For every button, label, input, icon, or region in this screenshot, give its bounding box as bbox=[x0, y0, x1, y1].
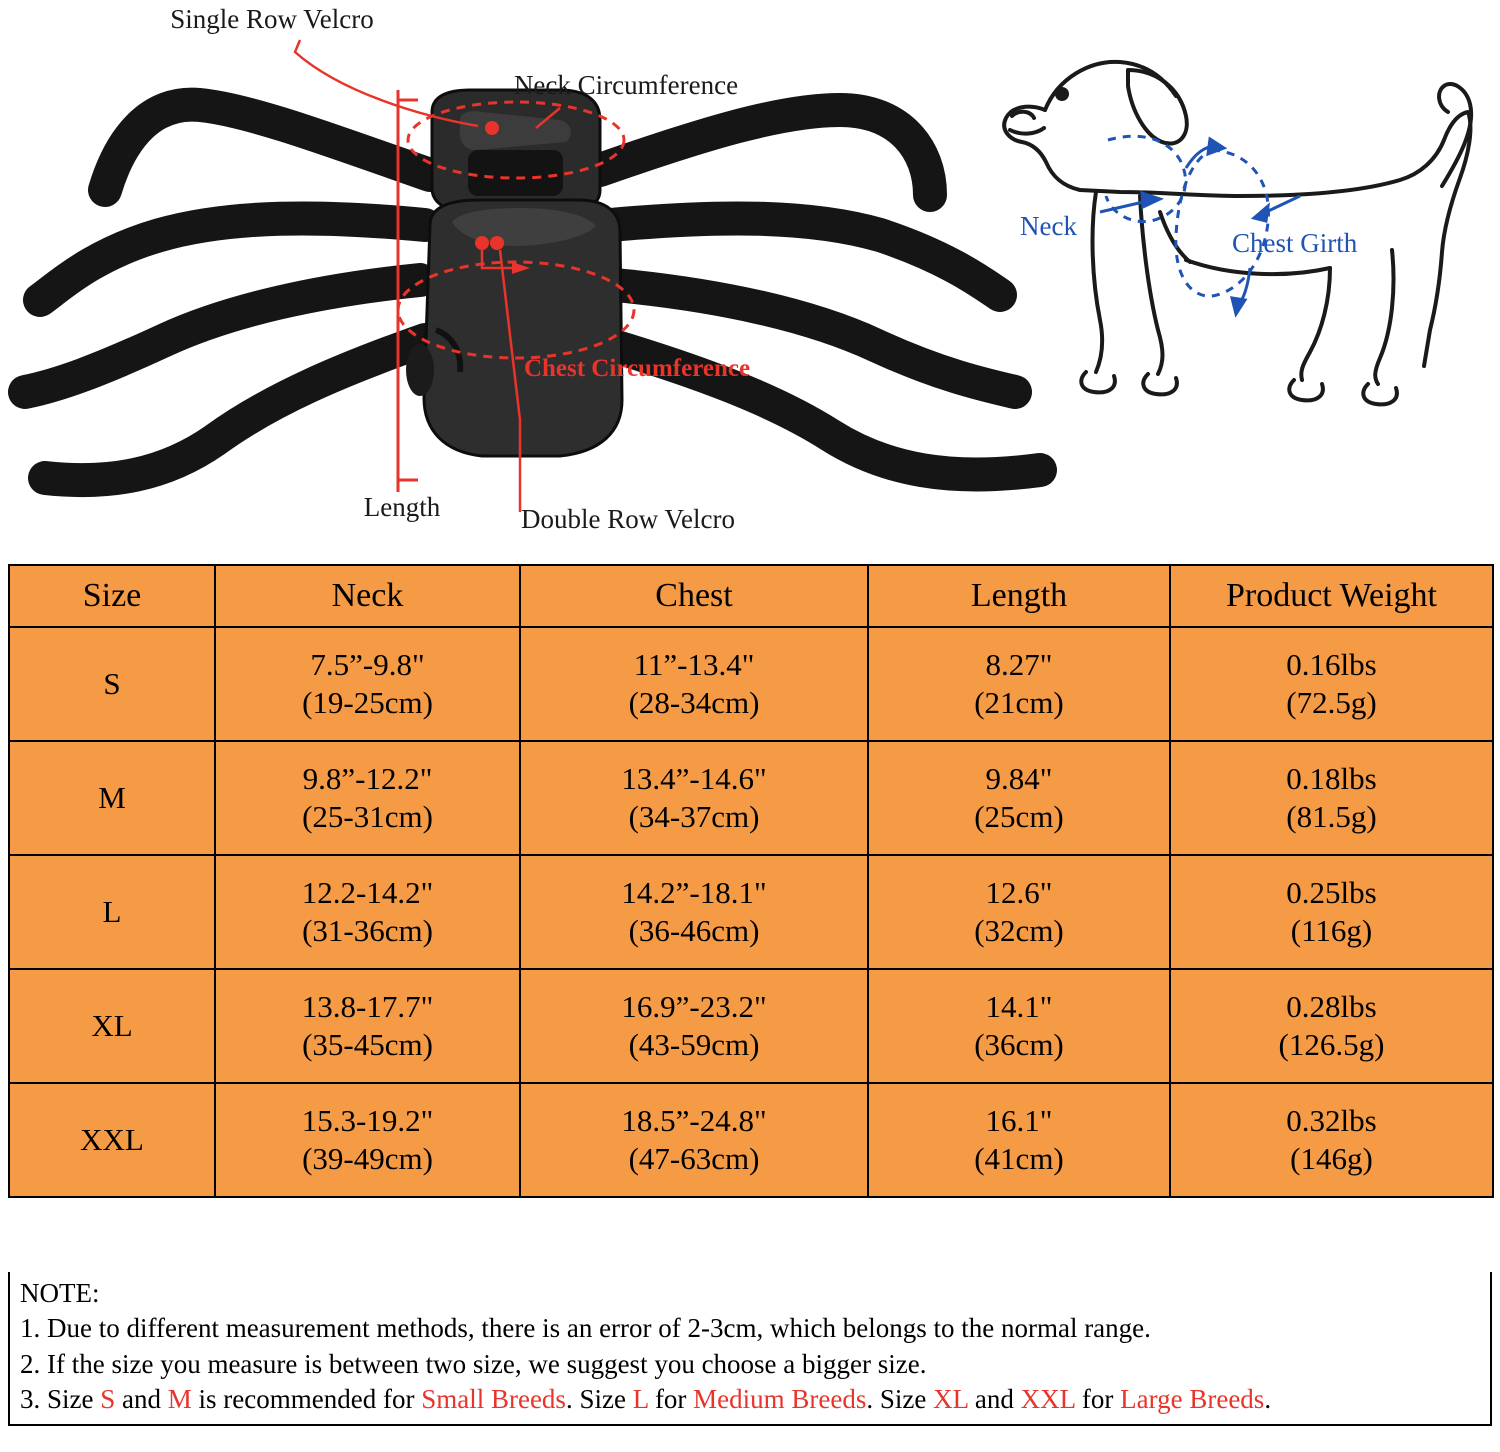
cell-neck bbox=[215, 741, 520, 855]
neck-inch: 15.3-19.2" bbox=[301, 1103, 434, 1139]
cell-size: M bbox=[9, 741, 215, 855]
cell-weight bbox=[1170, 1083, 1493, 1197]
note3-size-xxl: XXL bbox=[1020, 1384, 1076, 1415]
note3-medium-breeds: Medium Breeds bbox=[693, 1384, 867, 1415]
chest-inch: 16.9”-23.2" bbox=[621, 989, 767, 1025]
weight-lbs: 0.32lbs bbox=[1286, 1103, 1377, 1139]
size-chart bbox=[8, 564, 1492, 1198]
weight-lbs: 0.25lbs bbox=[1286, 875, 1377, 911]
note3-p2: and bbox=[115, 1384, 168, 1415]
note3-p9: . bbox=[1264, 1384, 1272, 1415]
size-table bbox=[8, 564, 1494, 1198]
cell-length bbox=[868, 627, 1170, 741]
header-neck: Neck bbox=[215, 565, 520, 627]
note3-size-s: S bbox=[100, 1384, 116, 1415]
chest-inch: 18.5”-24.8" bbox=[621, 1103, 767, 1139]
header-size: Size bbox=[9, 565, 215, 627]
chest-inch: 13.4”-14.6" bbox=[621, 761, 767, 797]
header-length: Length bbox=[868, 565, 1170, 627]
cell-length bbox=[868, 969, 1170, 1083]
table-row bbox=[9, 741, 1493, 855]
weight-lbs: 0.28lbs bbox=[1286, 989, 1377, 1025]
cell-size: XXL bbox=[9, 1083, 215, 1197]
note3-p8: for bbox=[1075, 1384, 1121, 1415]
cell-size: XL bbox=[9, 969, 215, 1083]
note-line-2: 2. If the size you measure is between two size, we suggest you choose a bigger size. bbox=[20, 1348, 927, 1379]
chest-cm: (34-37cm) bbox=[628, 799, 760, 834]
note-line-1: 1. Due to different measurement methods, there is an error of 2-3cm, which belongs to the normal range. bbox=[20, 1313, 1151, 1344]
cell-weight bbox=[1170, 855, 1493, 969]
cell-length bbox=[868, 855, 1170, 969]
cell-length bbox=[868, 741, 1170, 855]
cell-neck bbox=[215, 855, 520, 969]
length-cm: (32cm) bbox=[974, 913, 1064, 948]
neck-cm: (25-31cm) bbox=[302, 799, 433, 834]
length-cm: (21cm) bbox=[974, 685, 1064, 720]
dog-label-neck: Neck bbox=[1020, 211, 1077, 241]
cell-chest bbox=[520, 855, 868, 969]
callout-single-row-velcro: Single Row Velcro bbox=[170, 4, 374, 34]
note3-size-l: L bbox=[632, 1384, 649, 1415]
cell-weight bbox=[1170, 741, 1493, 855]
neck-inch: 9.8”-12.2" bbox=[302, 761, 433, 797]
note-title: NOTE: bbox=[20, 1278, 100, 1308]
table-row bbox=[9, 627, 1493, 741]
note3-size-xl: XL bbox=[933, 1384, 969, 1415]
length-inch: 8.27" bbox=[985, 647, 1053, 683]
chest-inch: 11”-13.4" bbox=[633, 647, 755, 683]
note3-p3: is recommended for bbox=[191, 1384, 422, 1415]
cell-chest bbox=[520, 627, 868, 741]
note3-small-breeds: Small Breeds bbox=[421, 1384, 566, 1415]
length-inch: 12.6" bbox=[985, 875, 1053, 911]
note3-size-m: M bbox=[167, 1384, 192, 1415]
weight-g: (81.5g) bbox=[1286, 799, 1377, 834]
note-line-3 bbox=[20, 1382, 1480, 1418]
product-illustration bbox=[0, 0, 1500, 560]
neck-inch: 12.2-14.2" bbox=[301, 875, 434, 911]
neck-inch: 13.8-17.7" bbox=[301, 989, 434, 1025]
cell-chest bbox=[520, 1083, 868, 1197]
callout-length: Length bbox=[363, 492, 441, 522]
cell-chest bbox=[520, 741, 868, 855]
weight-g: (72.5g) bbox=[1286, 685, 1377, 720]
dog-label-chest-girth: Chest Girth bbox=[1232, 228, 1358, 258]
cell-size: S bbox=[9, 627, 215, 741]
weight-g: (126.5g) bbox=[1278, 1027, 1385, 1062]
table-header-row bbox=[9, 565, 1493, 627]
note-section bbox=[8, 1272, 1492, 1426]
note3-p7: and bbox=[968, 1384, 1021, 1415]
cell-neck bbox=[215, 627, 520, 741]
header-chest: Chest bbox=[520, 565, 868, 627]
callout-double-row-velcro: Double Row Velcro bbox=[521, 504, 735, 534]
table-row bbox=[9, 855, 1493, 969]
cell-neck bbox=[215, 1083, 520, 1197]
note3-p1: 3. Size bbox=[20, 1384, 101, 1415]
length-inch: 9.84" bbox=[985, 761, 1053, 797]
length-cm: (41cm) bbox=[974, 1141, 1064, 1176]
chest-inch: 14.2”-18.1" bbox=[621, 875, 767, 911]
length-cm: (25cm) bbox=[974, 799, 1064, 834]
note3-p4: . Size bbox=[565, 1384, 633, 1415]
note3-large-breeds: Large Breeds bbox=[1120, 1384, 1265, 1415]
callout-neck-circumference: Neck Circumference bbox=[513, 70, 739, 100]
weight-lbs: 0.16lbs bbox=[1286, 647, 1377, 683]
neck-cm: (31-36cm) bbox=[302, 913, 433, 948]
chest-cm: (47-63cm) bbox=[628, 1141, 760, 1176]
length-inch: 16.1" bbox=[985, 1103, 1053, 1139]
header-weight: Product Weight bbox=[1170, 565, 1493, 627]
measurement-annotations bbox=[170, 4, 750, 534]
note3-p5: for bbox=[648, 1384, 694, 1415]
chest-cm: (28-34cm) bbox=[628, 685, 760, 720]
spider-costume-photo bbox=[25, 90, 1040, 480]
weight-g: (116g) bbox=[1290, 913, 1373, 948]
neck-cm: (35-45cm) bbox=[302, 1027, 433, 1062]
neck-cm: (19-25cm) bbox=[302, 685, 433, 720]
weight-lbs: 0.18lbs bbox=[1286, 761, 1377, 797]
note3-p6: . Size bbox=[866, 1384, 934, 1415]
cell-weight bbox=[1170, 627, 1493, 741]
table-row bbox=[9, 1083, 1493, 1197]
neck-inch: 7.5”-9.8" bbox=[310, 647, 425, 683]
cell-neck bbox=[215, 969, 520, 1083]
weight-g: (146g) bbox=[1290, 1141, 1373, 1176]
callout-chest-circumference: Chest Circumference bbox=[523, 355, 751, 382]
cell-length bbox=[868, 1083, 1170, 1197]
cell-size: L bbox=[9, 855, 215, 969]
chest-cm: (43-59cm) bbox=[628, 1027, 760, 1062]
table-row bbox=[9, 969, 1493, 1083]
length-inch: 14.1" bbox=[985, 989, 1053, 1025]
chest-cm: (36-46cm) bbox=[628, 913, 760, 948]
cell-weight bbox=[1170, 969, 1493, 1083]
cell-chest bbox=[520, 969, 868, 1083]
length-cm: (36cm) bbox=[974, 1027, 1064, 1062]
neck-cm: (39-49cm) bbox=[302, 1141, 433, 1176]
